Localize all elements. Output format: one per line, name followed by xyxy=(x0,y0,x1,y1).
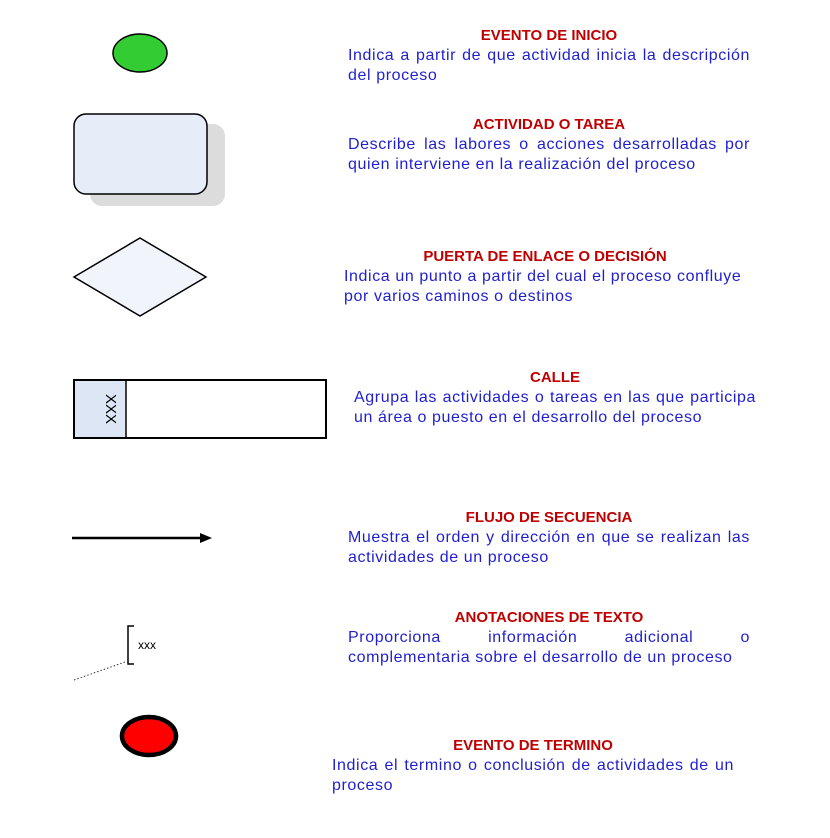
legend-entry-start-event xyxy=(348,26,750,86)
entry-description: Describe las labores o acciones desarrolladas por quien interviene en la realización del proceso xyxy=(348,136,750,173)
entry-title: PUERTA DE ENLACE O DECISIÓN xyxy=(423,248,667,265)
entry-description: Agrupa las actividades o tareas en las que participa un área o puesto en el desarrollo del proceso xyxy=(354,389,756,426)
lane-symbol xyxy=(70,376,330,442)
entry-title: EVENTO DE TERMINO xyxy=(453,737,613,754)
sequence-flow-arrow-icon xyxy=(70,528,220,548)
entry-description: Proporciona información adicional o complementaria sobre el desarrollo de un proceso xyxy=(348,629,750,666)
entry-title: EVENTO DE INICIO xyxy=(480,27,618,44)
gateway-symbol xyxy=(70,234,210,320)
text-annotation-symbol xyxy=(70,620,190,684)
entry-title: CALLE xyxy=(530,369,580,386)
entry-title: FLUJO DE SECUENCIA xyxy=(465,509,633,526)
legend-entry-gateway xyxy=(344,247,746,307)
entry-description: Muestra el orden y dirección en que se realizan las actividades de un proceso xyxy=(348,529,750,566)
start-event-symbol xyxy=(108,32,174,78)
annotation-label: xxx xyxy=(138,638,156,652)
lane-label: XXX xyxy=(102,393,119,425)
entry-title: ACTIVIDAD O TAREA xyxy=(472,116,626,133)
end-event-symbol xyxy=(116,712,182,760)
legend-entry-text-annotation xyxy=(348,608,750,668)
entry-title: ANOTACIONES DE TEXTO xyxy=(454,609,644,626)
entry-description: Indica a partir de que actividad inicia la descripción del proceso xyxy=(348,47,750,84)
legend-entry-sequence-flow xyxy=(348,508,750,568)
entry-description: Indica el termino o conclusión de actividades de un proceso xyxy=(332,757,734,794)
activity-task-symbol xyxy=(70,110,230,210)
legend-entry-lane xyxy=(354,368,756,428)
legend-entry-end-event xyxy=(332,736,734,796)
legend-entry-activity xyxy=(348,115,750,175)
entry-description: Indica un punto a partir del cual el proceso confluye por varios caminos o destinos xyxy=(344,268,742,305)
